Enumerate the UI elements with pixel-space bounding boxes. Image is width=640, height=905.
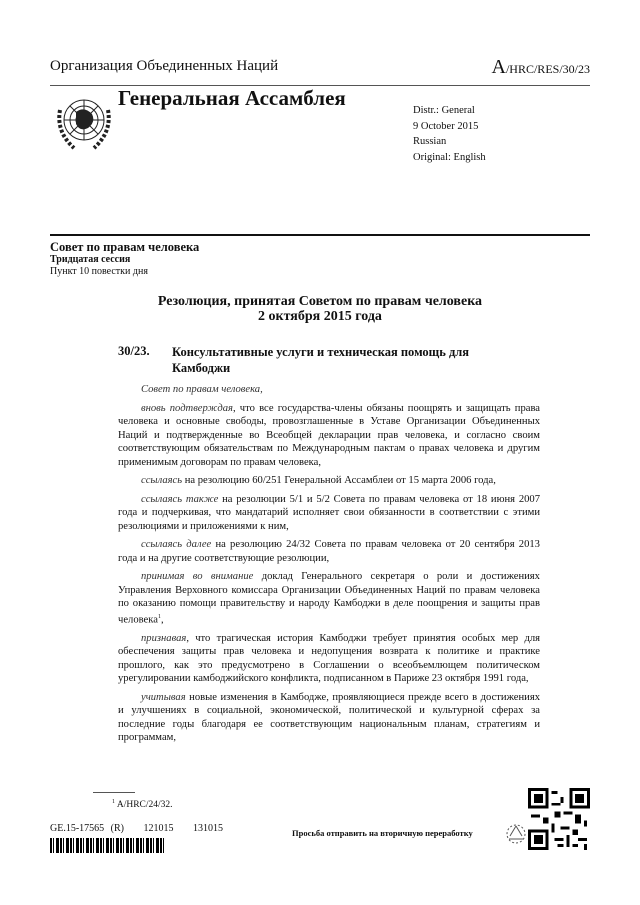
paragraph-lead: признавая <box>141 632 187 644</box>
agenda-item: Пункт 10 повестки дня <box>50 266 148 277</box>
paragraph <box>118 538 540 565</box>
paragraph <box>118 493 540 534</box>
recycle-note: Просьба отправить на вторичную переработку <box>292 828 473 838</box>
council-name: Совет по правам человека <box>50 240 200 254</box>
symbol-prefix: A <box>491 56 506 78</box>
paragraph-text: , что все государства-члены обязаны поощрять и защищать права человека и основные свободы, провозглашенные в Уставе Организации Объединенных Наций и подтвержденные во Всеобщей декларации прав человека, и согласно своим соответствующим обязательствам по Международным пактам о правах человека и другим применимым договорам по правам человека, <box>118 402 541 468</box>
barcode <box>50 838 166 853</box>
footnote-mark: 1 <box>112 798 115 805</box>
document-flow <box>50 383 541 853</box>
paragraph <box>118 402 540 470</box>
paragraph-text: на резолюцию 24/32 Совета по правам человека от 20 сентября 2013 года и на другие соответствующие резолюции, <box>118 539 540 564</box>
paragraph <box>118 632 540 686</box>
paragraph-text: новые изменения в Камбодже, проявляющиеся прежде всего в достижениях и улучшениях в социальной, экономической, политической и культурной сферах за последние годы благодаря ее соответствующим национальным планам, стратегиям и программам, <box>118 691 540 744</box>
paragraph-text: на резолюции 5/1 и 5/2 Совета по правам человека от 18 июня 2007 года и подчеркивая, что мандатарий исполняет свои обязанности в соответствии с этими резолюциями и приложениями к ним, <box>118 493 541 532</box>
paragraph <box>118 474 540 488</box>
paragraph-text: , что трагическая история Камбоджи требует принятия особых мер для обеспечения защиты прав человека и недопущения возврата к политике и практике прошлого, как это предусмотрено в Соглашении о всеобъемлющем политическом урегулировании камбоджийского конфликта, подписанном в Париже 23 октября 1991 года, <box>118 632 540 685</box>
paragraph <box>118 691 540 745</box>
thick-divider <box>50 234 590 236</box>
job-number: GE.15-17565 (R) 121015 131015 <box>50 823 223 834</box>
paragraph-lead: учитывая <box>141 691 186 703</box>
paragraph-lead: ссылаясь <box>141 475 183 486</box>
heading-line-2: 2 октября 2015 года <box>258 309 382 324</box>
document-symbol <box>492 56 590 79</box>
original-line: Original: English <box>413 151 486 163</box>
session-name: Тридцатая сессия <box>50 254 131 265</box>
paragraph <box>118 383 540 397</box>
organization-name: Организация Объединенных Наций <box>50 58 279 74</box>
resolution-title: Консультативные услуги и техническая помощь для Камбоджи <box>172 345 470 375</box>
resolution-body <box>118 383 540 750</box>
language-line: Russian <box>413 136 447 147</box>
paragraph <box>118 570 540 627</box>
spacer <box>50 750 520 792</box>
heading-line-1: Резолюция, принятая Советом по правам человека <box>157 294 483 309</box>
symbol-code: /HRC/RES/30/23 <box>505 62 590 76</box>
footnote-text: A/HRC/24/32. <box>115 800 173 810</box>
paragraph-lead: принимая во внимание <box>141 571 254 582</box>
paragraph-tail: , <box>160 614 164 626</box>
paragraph-text: на резолюцию 60/251 Генеральной Ассамблеи от 15 марта 2006 года, <box>182 475 496 486</box>
date-line: 9 October 2015 <box>413 120 479 132</box>
paragraph-lead: вновь подтверждая <box>141 402 233 414</box>
paragraph-lead: ссылаясь далее <box>141 539 212 550</box>
footnote-divider <box>93 792 135 793</box>
resolution-heading <box>100 294 540 324</box>
distr-line: Distr.: General <box>413 105 475 116</box>
paragraph-text: доклад Генерального секретаря о роли и достижениях Управления Верховного комиссара Организации Объединенных Наций по правам человека по оказанию помощи правительству и народу Камбоджи в деле поощрения и защиты прав человека <box>118 571 540 626</box>
recycle-icon <box>505 823 527 845</box>
distribution-info <box>413 103 486 165</box>
qr-code-icon[interactable] <box>528 788 590 850</box>
footnote-ref[interactable]: 1 <box>157 613 161 620</box>
footnote <box>112 796 520 811</box>
paragraph-lead: ссылаясь также <box>141 493 219 505</box>
body-name: Генеральная Ассамблея <box>118 86 346 110</box>
un-emblem-icon <box>52 90 116 154</box>
paragraph-lead: Совет по правам человека, <box>141 384 263 395</box>
resolution-number: 30/23. <box>118 344 150 358</box>
